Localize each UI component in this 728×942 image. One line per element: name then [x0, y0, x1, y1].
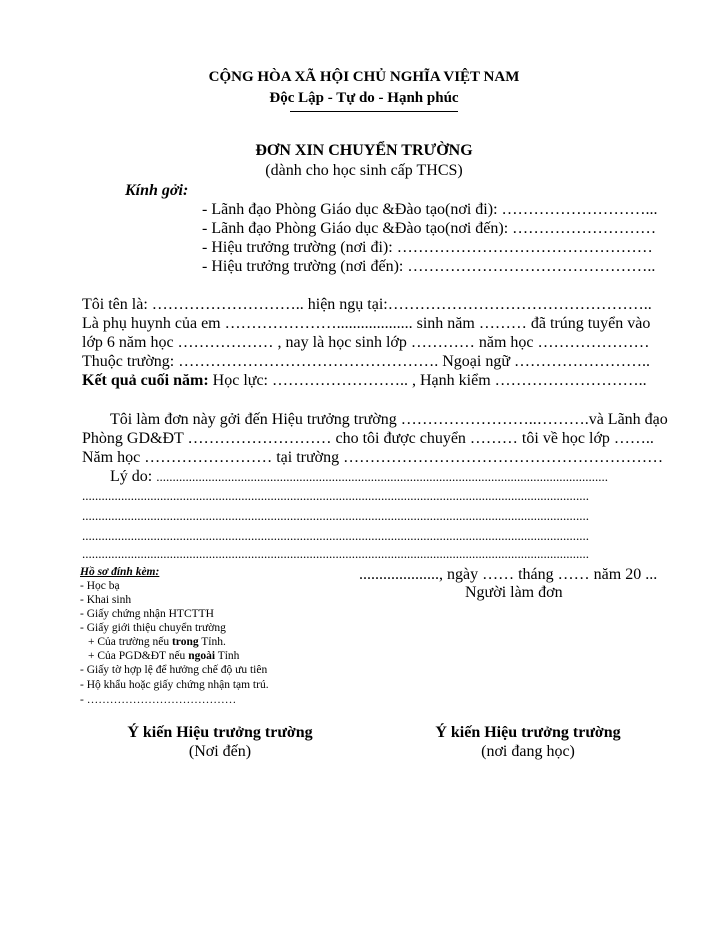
request-paragraph-line: Phòng GD&ĐT ……………………… cho tôi được chuyển ……… tôi về học lớp …….. [82, 430, 654, 447]
recipient-item: - Lãnh đạo Phòng Giáo dục &Đào tạo(nơi đến): ……………………… [202, 220, 657, 237]
attachment-subitem-tail: Tỉnh. [198, 636, 226, 648]
parent-line: Là phụ huynh của em …………………................... sinh năm ……… đã trúng tuyển vào [82, 315, 651, 332]
results-line [82, 371, 647, 390]
reason-label: Lý do: [110, 468, 157, 485]
document-title: ĐƠN XIN CHUYỂN TRƯỜNG [255, 142, 473, 159]
request-paragraph-line: Năm học …………………… tại trường …………………………………………………… [82, 449, 664, 466]
reason-line [110, 467, 608, 486]
attachment-item: - Giấy giới thiệu chuyển trường [80, 622, 226, 634]
recipient-item: - Lãnh đạo Phòng Giáo dục &Đào tạo(nơi đi): ………………………... [202, 201, 658, 218]
reason-dot-line: ............................................................................................................................................................ [82, 546, 589, 561]
attachment-item: - Giấy chứng nhận HTCTTH [80, 608, 214, 620]
opinion-current-title: Ý kiến Hiệu trưởng trường [435, 724, 621, 741]
results-values: Học lực: …………………….. , Hạnh kiểm ……………………….. [208, 372, 647, 389]
opinion-destination-sub: (Nơi đến) [188, 743, 252, 760]
attachment-subitem-tail: Tỉnh [215, 650, 240, 662]
national-motto: Độc Lập - Tự do - Hạnh phúc [269, 90, 459, 106]
attachment-subitem-text: + Của PGD&ĐT nếu [88, 650, 189, 662]
results-label: Kết quả cuối năm: [82, 372, 209, 389]
attachment-subitem-emphasis: ngoài [188, 650, 216, 662]
attachments-heading: Hồ sơ đính kèm: [80, 566, 160, 578]
opinion-destination-title: Ý kiến Hiệu trưởng trường [127, 724, 313, 741]
motto-underline [290, 111, 458, 112]
reason-dot-line: ............................................................................................................................................................ [82, 528, 589, 543]
opinion-current-sub: (nơi đang học) [481, 743, 575, 760]
attachment-item: - ………………………………… [80, 694, 237, 706]
attachment-subitem [88, 635, 226, 649]
document-subtitle: (dành cho học sinh cấp THCS) [265, 162, 463, 179]
attachment-subitem [88, 649, 239, 663]
attachment-subitem-text: + Của trường nếu [88, 636, 172, 648]
date-line: ...................., ngày …… tháng …… năm 20 ... [359, 566, 658, 583]
attachment-item: - Học bạ [80, 580, 120, 592]
school-line: Thuộc trường: …………………………………………. Ngoại ngữ …………………….. [82, 353, 650, 370]
applicant-label: Người làm đơn [465, 584, 563, 601]
attachment-item: - Khai sinh [80, 594, 132, 606]
attachment-item: - Hộ khẩu hoặc giấy chứng nhận tạm trú. [80, 679, 269, 691]
class-line: lớp 6 năm học ……………… , nay là học sinh lớp ………… năm học ………………… [82, 334, 650, 351]
nation-header: CỘNG HÒA XÃ HỘI CHỦ NGHĨA VIỆT NAM [208, 69, 520, 85]
name-address-line: Tôi tên là: ……………………….. hiện ngụ tại:………………………………………….. [82, 296, 652, 313]
reason-dot-line: ............................................................................................................................................................ [82, 508, 589, 523]
attachment-subitem-emphasis: trong [171, 636, 199, 648]
recipient-item: - Hiệu trưởng trường (nơi đến): ……………………………………….. [202, 258, 656, 275]
recipients-label: Kính gởi: [125, 182, 189, 199]
recipient-item: - Hiệu trưởng trường (nơi đi): ………………………………………… [202, 239, 653, 256]
request-paragraph-line: Tôi làm đơn này gởi đến Hiệu trưởng trường ……………………..……….và Lãnh đạo [110, 411, 668, 428]
attachment-item: - Giấy tờ hợp lệ để hưởng chế độ ưu tiên [80, 664, 268, 676]
reason-dots: ........................................................................................................................................... [156, 469, 608, 484]
reason-dot-line: ............................................................................................................................................................ [82, 488, 589, 503]
